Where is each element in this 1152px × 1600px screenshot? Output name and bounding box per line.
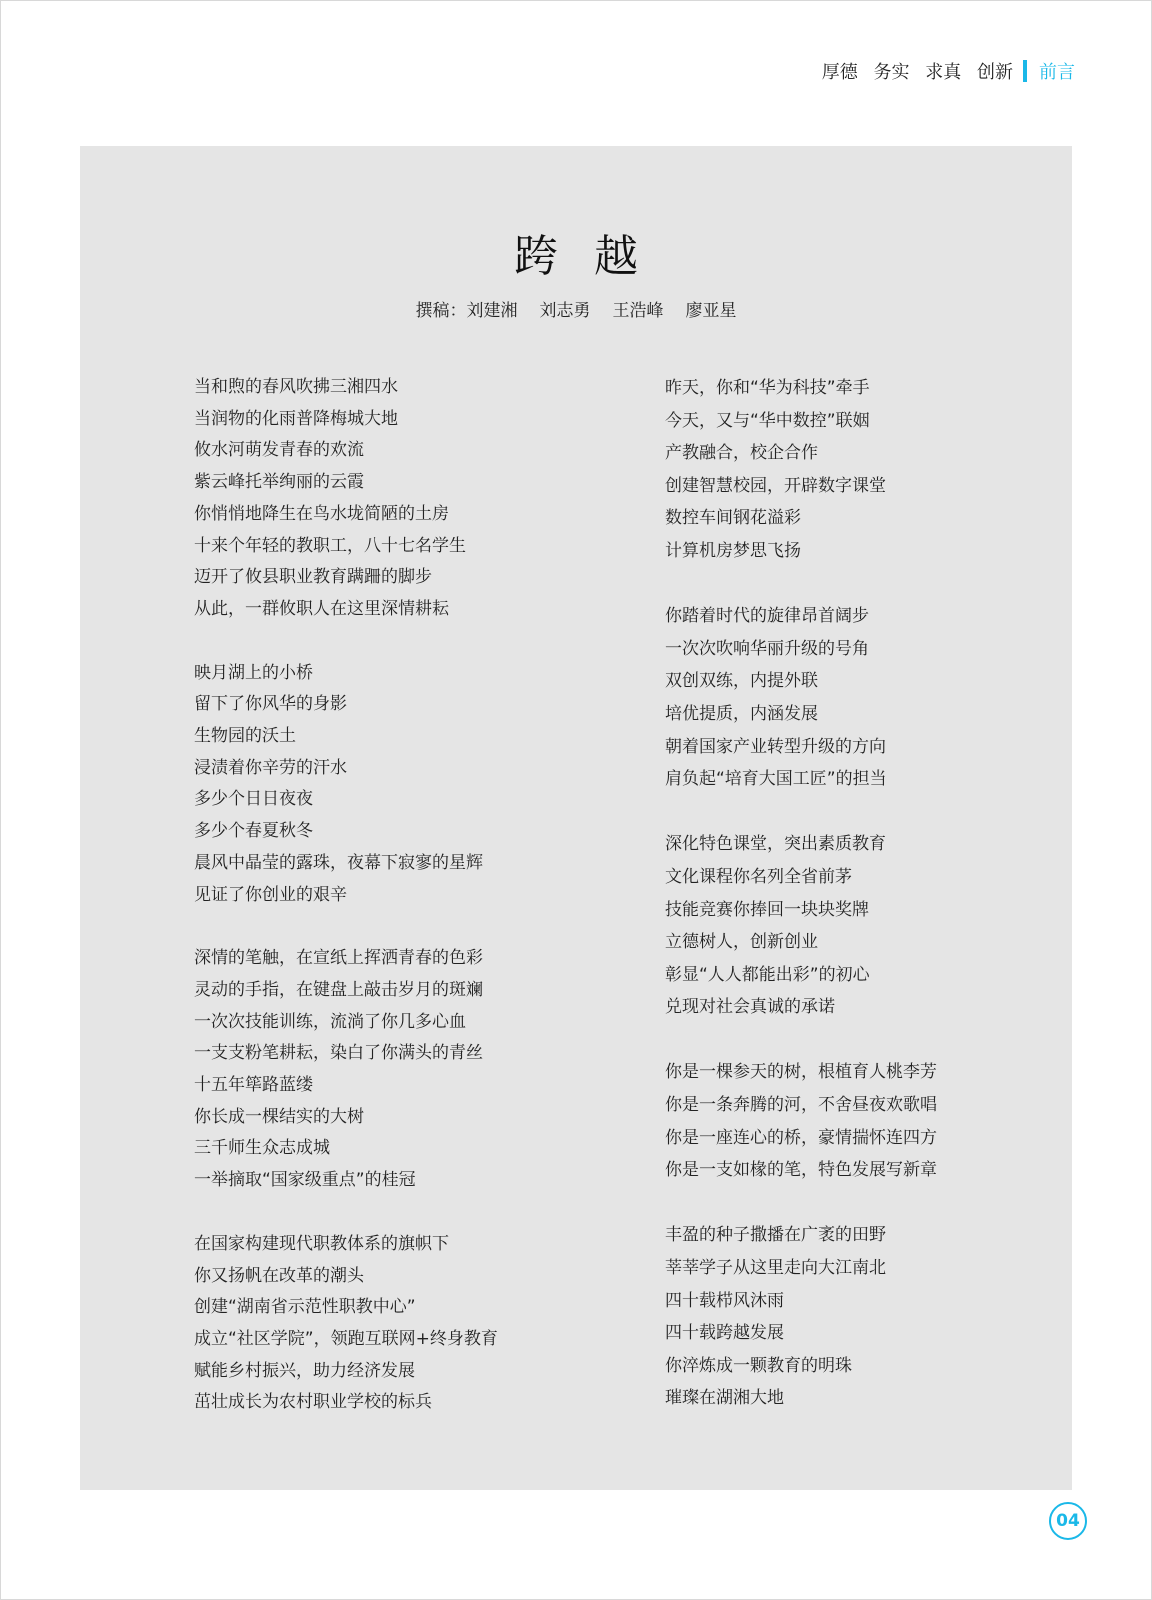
poem-stanza [194,943,614,1197]
poem-line: 你又扬帆在改革的潮头 [194,1265,364,1286]
poem-line: 一举摘取“国家级重点”的桂冠 [194,1170,416,1191]
motto-word: 务实 [873,62,910,83]
author-name: 刘志勇 [539,301,591,321]
page-number-badge: 04 [1049,1502,1087,1540]
poem-line: 十来个年轻的教职工，八十七名学生 [194,535,466,556]
poem-line: 你是一座连心的桥，豪情揣怀连四方 [665,1127,937,1148]
poem-line: 十五年筚路蓝缕 [194,1075,313,1096]
poem-line: 创建智慧校园，开辟数字课堂 [665,475,886,496]
poem-line: 一次次吹响华丽升级的号角 [665,638,869,659]
poem-line: 文化课程你名列全省前茅 [665,866,852,887]
poem-line: 立德树人，创新创业 [665,932,818,953]
motto-word: 创新 [977,62,1013,83]
poem-line: 浸渍着你辛劳的汗水 [194,757,347,778]
poem-line: 多少个日日夜夜 [194,789,313,810]
poem-line: 技能竞赛你捧回一块块奖牌 [665,899,869,920]
poem-line: 四十载栉风沐雨 [665,1290,784,1311]
poem-line: 从此，一群攸职人在这里深情耕耘 [194,598,449,619]
poem-line: 生物园的沃土 [194,726,296,747]
poem-line: 培优提质，内涵发展 [665,703,818,724]
poem-line: 计算机房梦思飞扬 [665,540,801,561]
author-name: 王浩峰 [612,301,664,321]
poem-stanza [665,828,1045,1024]
poem-line: 你是一棵参天的树，根植育人桃李芳 [665,1062,937,1083]
author-label: 撰稿： [415,301,467,321]
poem-line: 迈开了攸县职业教育蹒跚的脚步 [194,567,432,588]
header-motto [822,58,1013,84]
section-title: 前言 [1039,62,1075,83]
poem-line: 彰显“人人都能出彩”的初心 [665,964,870,985]
poem-column-right [665,372,1045,1448]
poem-line: 今天，又与“华中数控”联姻 [665,410,870,431]
poem-stanza [194,658,614,912]
motto-word: 厚德 [821,62,858,83]
poem-line: 你是一条奔腾的河，不舍昼夜欢歌唱 [665,1095,937,1116]
poem-stanza [194,372,614,626]
poem-line: 你淬炼成一颗教育的明珠 [665,1355,852,1376]
poem-line: 你悄悄地降生在鸟水垅简陋的土房 [194,503,449,524]
poem-line: 数控车间钢花溢彩 [665,508,801,529]
author-name: 刘建湘 [466,301,518,321]
poem-stanza [665,372,1045,568]
poem-line: 一次次技能训练，流淌了你几多心血 [194,1011,466,1032]
poem-line: 在国家构建现代职教体系的旗帜下 [194,1233,449,1254]
poem-line: 你长成一棵结实的大树 [194,1106,364,1127]
poem-line: 留下了你风华的身影 [194,694,347,715]
poem-line: 兑现对社会真诚的承诺 [665,997,835,1018]
poem-stanza [665,1056,1045,1186]
poem-line: 茁壮成长为农村职业学校的标兵 [194,1392,432,1413]
poem-line: 灵动的手指，在键盘上敲击岁月的斑斓 [194,979,483,1000]
poem-line: 璀璨在湖湘大地 [665,1388,784,1409]
poem-line: 当和煦的春风吹拂三湘四水 [194,377,398,397]
poem-line: 深化特色课堂，突出素质教育 [665,834,886,855]
poem-line: 深情的笔触，在宣纸上挥洒青春的色彩 [194,948,483,969]
poem-line: 成立“社区学院”，领跑互联网+终身教育 [194,1328,498,1349]
poem-line: 莘莘学子从这里走向大江南北 [665,1258,886,1279]
poem-line: 三千师生众志成城 [194,1138,330,1159]
poem-authors [0,296,1152,321]
poem-line: 晨风中晶莹的露珠，夜幕下寂寥的星辉 [194,852,483,873]
poem-line: 映月湖上的小桥 [194,662,313,683]
poem-line: 赋能乡村振兴，助力经济发展 [194,1360,415,1381]
poem-line: 多少个春夏秋冬 [194,821,313,842]
header-divider-bar [1023,60,1027,82]
poem-line: 一支支粉笔耕耘，染白了你满头的青丝 [194,1043,483,1064]
poem-line: 昨天，你和“华为科技”牵手 [665,378,870,398]
poem-line: 你是一支如椽的笔，特色发展写新章 [665,1160,937,1181]
author-name: 廖亚星 [685,301,737,321]
poem-line: 丰盈的种子撒播在广袤的田野 [665,1225,886,1246]
poem-line: 创建“湖南省示范性职教中心” [194,1297,416,1318]
poem-line: 紫云峰托举绚丽的云霞 [194,472,364,493]
poem-stanza [665,1219,1045,1415]
poem-line: 你踏着时代的旋律昂首阔步 [665,606,869,627]
poem-line: 双创双练，内提外联 [665,671,818,692]
motto-word: 求真 [925,62,962,83]
poem-line: 攸水河萌发青春的欢流 [194,440,364,461]
poem-line: 产教融合，校企合作 [665,443,818,464]
page-header [822,58,1075,84]
poem-title: 跨越 [514,231,674,282]
poem-stanza [194,1229,614,1419]
poem-stanza [665,600,1045,796]
poem-line: 四十载跨越发展 [665,1323,784,1344]
poem-line: 肩负起“培育大国工匠”的担当 [665,769,887,790]
poem-column-left [194,372,614,1451]
poem-line: 朝着国家产业转型升级的方向 [665,736,886,757]
poem-line: 当润物的化雨普降梅城大地 [194,408,398,429]
poem-line: 见证了你创业的艰辛 [194,884,347,905]
